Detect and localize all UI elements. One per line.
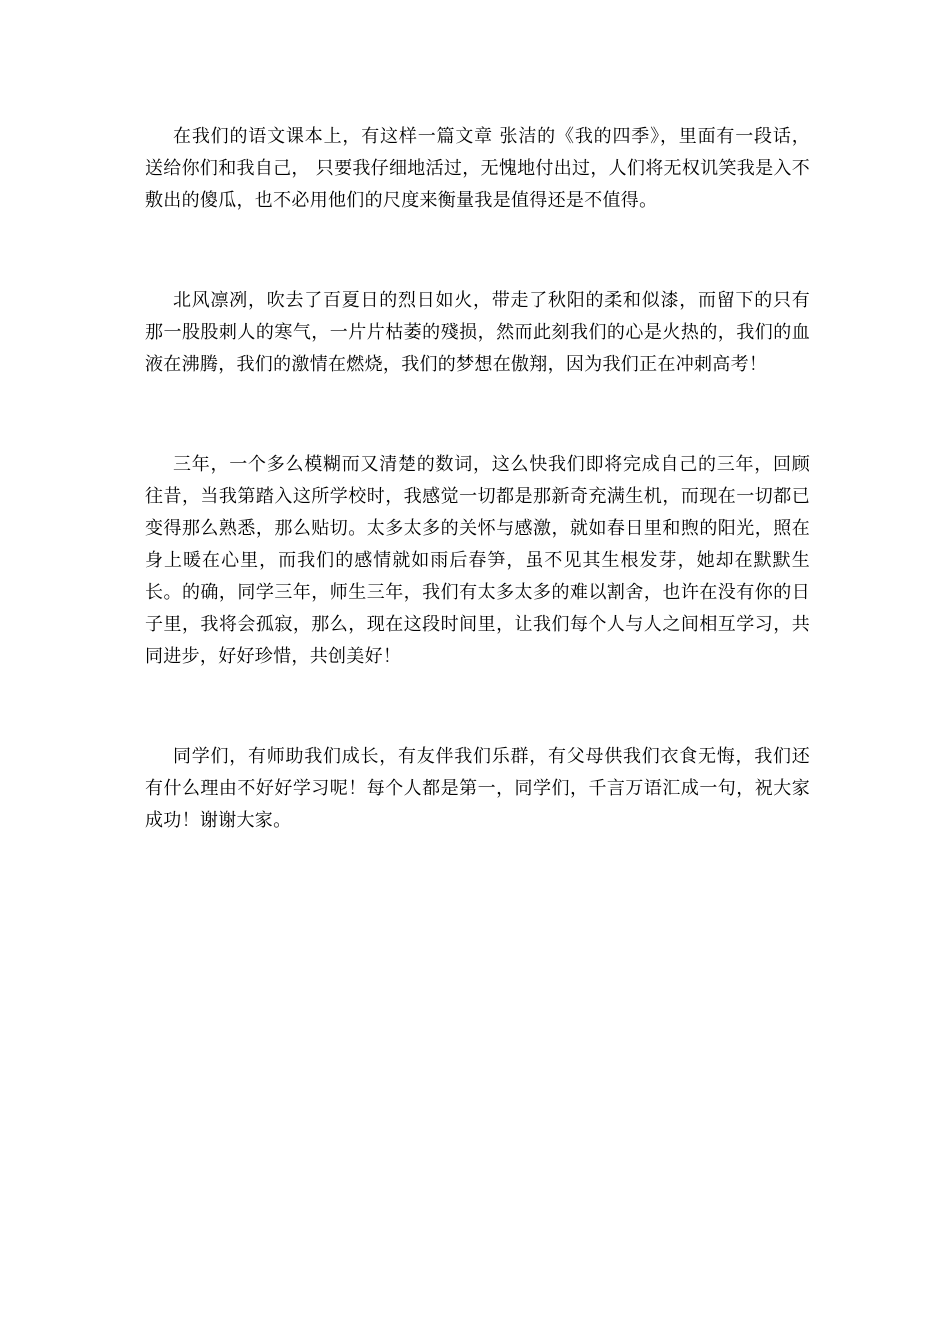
document-body xyxy=(145,121,810,837)
paragraph-2: 北风凛冽，吹去了百夏日的烈日如火，带走了秋阳的柔和似漆，而留下的只有那一股股刺人的寒气，一片片枯萎的殘损，然而此刻我们的心是火热的，我们的血液在沸腾，我们的激情在燃烧，我们的梦想在傲翔，因为我们正在冲刺高考！ xyxy=(145,290,810,375)
paragraph-3: 三年，一个多么模糊而又清楚的数词，这么快我们即将完成自己的三年，回顾往昔，当我第踏入这所学校时，我感觉一切都是那新奇充满生机，而现在一切都已变得那么熟悉，那么贴切。太多太多的关怀与感激，就如春日里和煦的阳光，照在身上暖在心里，而我们的感情就如雨后春笋，虽不见其生根发芽，她却在默默生长。的确，同学三年，师生三年，我们有太多太多的难以割舍，也许在没有你的日子里，我将会孤寂，那么，现在这段时间里，让我们每个人与人之间相互学习，共同进步，好好珍惜，共创美好！ xyxy=(145,454,810,667)
paragraph-1: 在我们的语文课本上，有这样一篇文章 张洁的《我的四季》，里面有一段话，送给你们和我自己， 只要我仔细地活过，无愧地付出过，人们将无权讥笑我是入不敷出的傻瓜，也不必用他们的尺度来衡量我是值得还是不值得。 xyxy=(145,126,810,211)
paragraph-4: 同学们，有师助我们成长，有友伴我们乐群，有父母供我们衣食无悔，我们还有什么理由不好好学习呢！每个人都是第一，同学们，千言万语汇成一句，祝大家成功！谢谢大家。 xyxy=(145,746,810,831)
